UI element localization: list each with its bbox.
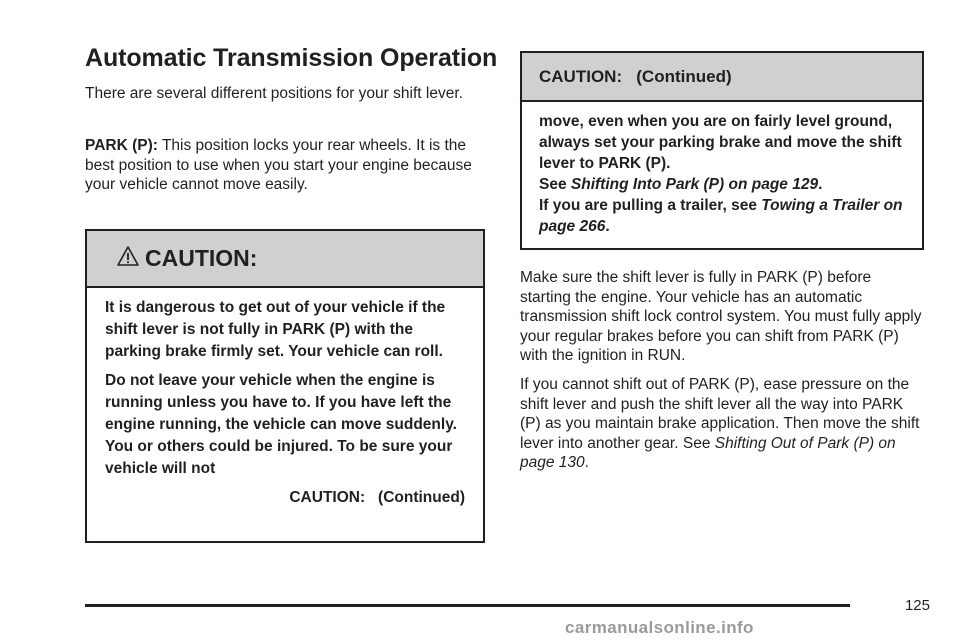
see-prefix: See bbox=[539, 176, 567, 193]
towing-trailer-link[interactable]: Towing a Trailer on page 266 bbox=[539, 197, 903, 235]
body-paragraph-2-text: If you cannot shift out of PARK (P), ease pressure on the shift lever and push the shift lever all the way into PARK (P) as you maintain brake application. Then move the shift lever into another gear. See bbox=[520, 376, 920, 452]
body-paragraph-1: Make sure the shift lever is fully in PARK (P) before starting the engine. Your vehicle has an automatic transmission shift lock control system. You must fully apply your regular brakes before you can shift from PARK (P) with the ignition in RUN. bbox=[520, 269, 922, 364]
caution-continued-label: CAUTION: (Continued) bbox=[289, 489, 465, 506]
caution-continued-body bbox=[522, 102, 922, 237]
warning-triangle-icon bbox=[117, 245, 139, 267]
footer-rule bbox=[85, 604, 850, 607]
trailer-prefix: If you are pulling a trailer, see bbox=[539, 197, 757, 214]
see-suffix: . bbox=[818, 176, 823, 193]
section-heading: Automatic Transmission Operation bbox=[85, 44, 498, 72]
caution-title: CAUTION: bbox=[145, 245, 258, 271]
caution-paragraph-1: It is dangerous to get out of your vehicle if the shift lever is not fully in PARK (P) with the parking brake firmly set. Your vehicle can roll. bbox=[105, 299, 446, 360]
watermark: carmanualsonline.info bbox=[565, 618, 754, 637]
trailer-suffix: . bbox=[605, 218, 610, 235]
park-label: PARK (P): bbox=[85, 137, 158, 154]
park-paragraph bbox=[85, 136, 485, 195]
caution-trailer-line bbox=[539, 195, 905, 237]
park-text: This position locks your rear wheels. It is the best position to use when you start your engine because your vehicle cannot move easily. bbox=[85, 137, 472, 193]
page-number: 125 bbox=[904, 597, 930, 614]
caution-continued-text: move, even when you are on fairly level ground, always set your parking brake and move the shift lever to PARK (P). bbox=[539, 113, 902, 172]
caution-box bbox=[85, 229, 485, 543]
caution-paragraph-2: Do not leave your vehicle when the engine is running unless you have to. If you have left the engine running, the vehicle can move suddenly. You or others could be injured. To be sure your vehicle will not bbox=[105, 372, 457, 477]
caution-continued-box bbox=[520, 51, 924, 250]
caution-header bbox=[87, 231, 483, 288]
intro-text: There are several different positions for your shift lever. bbox=[85, 85, 463, 102]
caution-see-line bbox=[539, 174, 905, 195]
caution-body bbox=[87, 288, 483, 509]
shifting-out-of-park-link[interactable]: Shifting Out of Park (P) on page 130 bbox=[520, 434, 896, 471]
caution-continued-header: CAUTION: (Continued) bbox=[522, 53, 922, 102]
shifting-into-park-link[interactable]: Shifting Into Park (P) on page 129 bbox=[570, 176, 819, 193]
body-paragraph-2 bbox=[520, 375, 925, 473]
body-paragraph-2-suffix: . bbox=[584, 454, 589, 471]
